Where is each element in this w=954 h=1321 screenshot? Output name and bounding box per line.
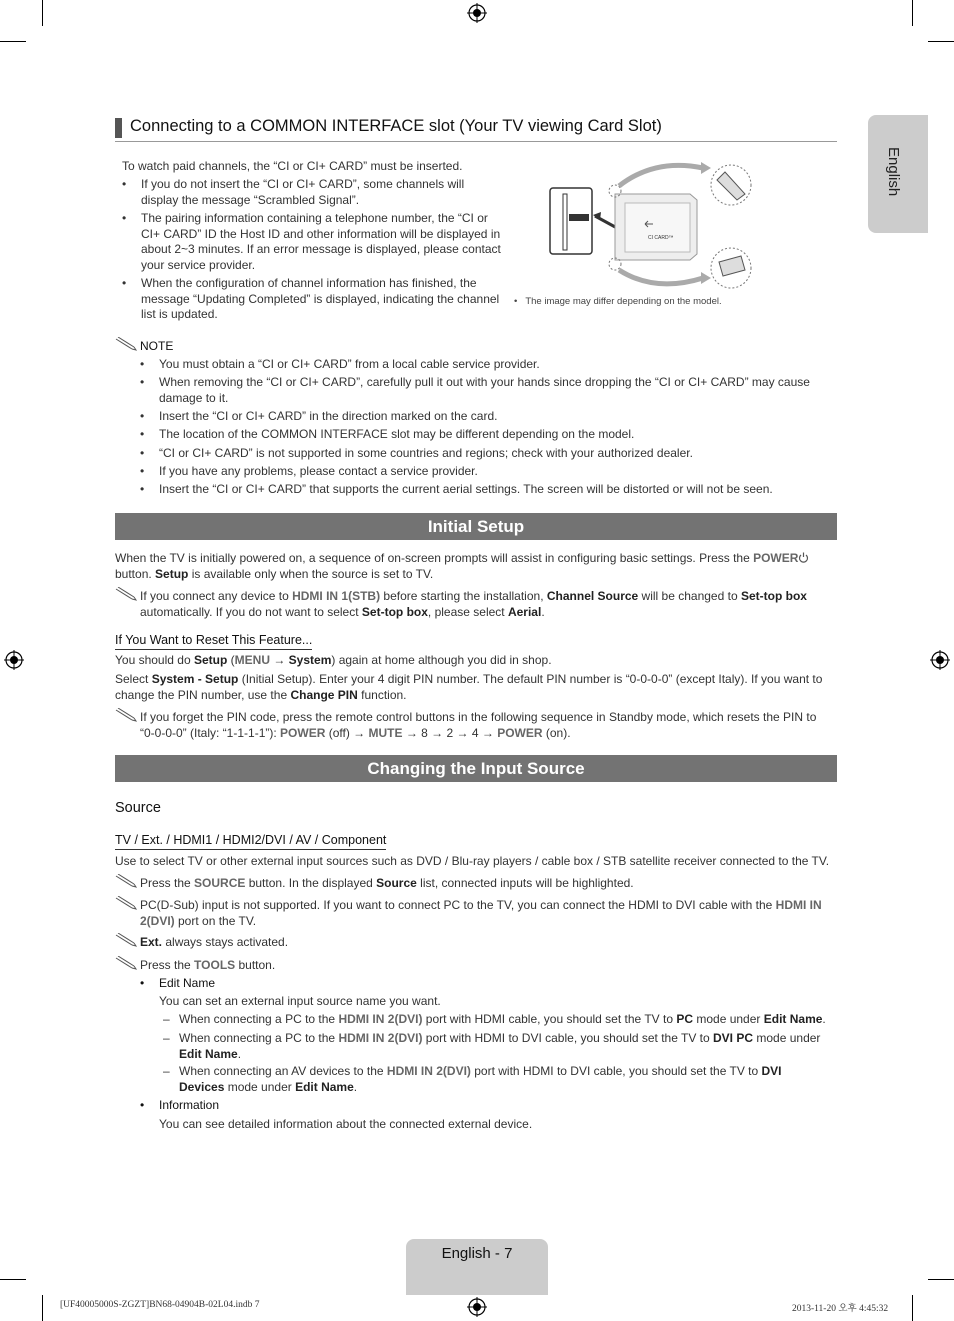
reset-paragraph-2: Select System - Setup (Initial Setup). Enter your 4 digit PIN number. The default PIN number is “0-0-0-0” (except Italy). If you want to change the PIN number, use the Change PIN function.: [115, 672, 823, 702]
reset-subheading: If You Want to Reset This Feature...: [115, 633, 312, 650]
initial-setup-note: If you connect any device to HDMI IN 1(STB) before starting the installation, Channel Source will be changed to Set-top box automatically. If you do not want to select Set-top box, please select Aerial.: [140, 589, 807, 619]
crop-mark: [42, 0, 43, 26]
edit-name-dash-item: – When connecting a PC to the HDMI IN 2(DVI) port with HDMI to DVI cable, you should set the TV to DVI PC mode under Edit Name.: [163, 1031, 821, 1061]
ci-bullet: • If you do not insert the “CI or CI+ CARD”, some channels will display the message “Scrambled Signal”.: [122, 177, 465, 207]
source-heading: Source: [115, 800, 161, 816]
ci-card-illustration: [545, 158, 760, 293]
crop-mark: [912, 1295, 913, 1321]
note-item: • The location of the COMMON INTERFACE slot may be different depending on the model.: [140, 427, 635, 441]
source-note-4: Press the TOOLS button.: [140, 958, 276, 972]
ci-bullet: • The pairing information containing a telephone number, the “CI or CI+ CARD” ID the Host ID and other information will be displayed in about 2~3 minutes. If an error message is displayed, please contact your service provider.: [122, 211, 501, 272]
note-pencil-icon: [115, 874, 137, 888]
registration-mark-icon: [467, 3, 487, 23]
image-caption: • The image may differ depending on the model.: [514, 296, 722, 307]
crop-mark: [928, 1279, 954, 1280]
note-pencil-icon: [115, 708, 137, 722]
crop-mark: [912, 0, 913, 26]
language-tab-label: English: [885, 147, 902, 197]
information-item: • Information: [140, 1098, 220, 1112]
note-item: • When removing the “CI or CI+ CARD”, carefully pull it out with your hands since dropping the “CI or CI+ CARD” may cause damage to it.: [140, 375, 810, 405]
section-heading-ci: [115, 115, 837, 142]
source-note-1: Press the SOURCE button. In the displayed Source list, connected inputs will be highlighted.: [140, 876, 634, 890]
note-item: • Insert the “CI or CI+ CARD” in the direction marked on the card.: [140, 409, 498, 423]
edit-name-dash-item: – When connecting an AV devices to the HDMI IN 2(DVI) port with HDMI to DVI cable, you should set the TV to DVI Devices mode under Edit Name.: [163, 1064, 782, 1094]
initial-setup-intro: When the TV is initially powered on, a sequence of on-screen prompts will assist in configuring basic settings. Press the POWER button. Setup is available only when the source is set to TV.: [115, 551, 830, 582]
ci-bullet: • When the configuration of channel information has finished, the message “Updating Completed” is displayed, indicating the channel list is updated.: [122, 276, 500, 321]
edit-name-description: You can set an external input source name you want.: [159, 994, 441, 1008]
ci-card-label: CI CARD™: [648, 235, 674, 241]
source-note-3: Ext. always stays activated.: [140, 935, 289, 949]
note-label: NOTE: [140, 339, 174, 353]
crop-mark: [0, 41, 26, 42]
crop-mark: [0, 1279, 26, 1280]
language-tab: [868, 115, 928, 233]
source-note-2: PC(D-Sub) input is not supported. If you want to connect PC to the TV, you can connect the HDMI to DVI cable with the HDMI IN 2(DVI) port on the TV.: [140, 898, 822, 928]
print-slug-left: [UF40005000S-ZGZT]BN68-04904B-02L04.indb 7: [60, 1300, 260, 1310]
registration-mark-icon: [4, 650, 24, 670]
note-pencil-icon: [115, 587, 137, 601]
ci-intro: To watch paid channels, the “CI or CI+ CARD” must be inserted.: [122, 159, 463, 173]
source-subheading: TV / Ext. / HDMI1 / HDMI2/DVI / AV / Component: [115, 833, 386, 850]
page-number: English - 7: [441, 1245, 513, 1262]
note-item: • If you have any problems, please contact a service provider.: [140, 464, 478, 478]
power-icon: [798, 552, 809, 563]
note-item: • Insert the “CI or CI+ CARD” that supports the current aerial settings. The screen will be distorted or will not be seen.: [140, 482, 773, 496]
registration-mark-icon: [467, 1297, 487, 1317]
note-pencil-icon: [115, 933, 137, 947]
section-bar-input-source: Changing the Input Source: [115, 755, 837, 782]
crop-mark: [42, 1295, 43, 1321]
note-pencil-icon: [115, 956, 137, 970]
edit-name-dash-item: – When connecting a PC to the HDMI IN 2(DVI) port with HDMI cable, you should set the TV to PC mode under Edit Name.: [163, 1012, 826, 1026]
section-bar-initial-setup: Initial Setup: [115, 513, 837, 540]
note-item: • “CI or CI+ CARD” is not supported in some countries and regions; check with your authorized dealer.: [140, 446, 693, 460]
registration-mark-icon: [930, 650, 950, 670]
edit-name-item: • Edit Name: [140, 976, 216, 990]
source-description: Use to select TV or other external input sources such as DVD / Blu-ray players / cable box / STB satellite receiver connected to the TV.: [115, 854, 830, 868]
print-slug-right: 2013-11-20 오후 4:45:32: [792, 1304, 889, 1314]
note-pencil-icon: [115, 896, 137, 910]
information-description: You can see detailed information about the connected external device.: [159, 1117, 533, 1131]
heading-marker: [115, 118, 122, 138]
reset-paragraph-1: You should do Setup (MENU → System) again at home although you did in shop.: [115, 653, 552, 667]
pin-reset-note: If you forget the PIN code, press the remote control buttons in the following sequence in Standby mode, which resets the PIN to “0-0-0-0” (Italy: “1-1-1-1”): POWER (off) → MUTE → 8 → 2 → 4 → POWER (on).: [140, 710, 817, 740]
crop-mark: [928, 41, 954, 42]
heading-ci-title: Connecting to a COMMON INTERFACE slot (Your TV viewing Card Slot): [130, 117, 662, 135]
page-number-tab: [406, 1239, 548, 1295]
note-item: • You must obtain a “CI or CI+ CARD” from a local cable service provider.: [140, 357, 540, 371]
note-pencil-icon: [115, 337, 137, 351]
